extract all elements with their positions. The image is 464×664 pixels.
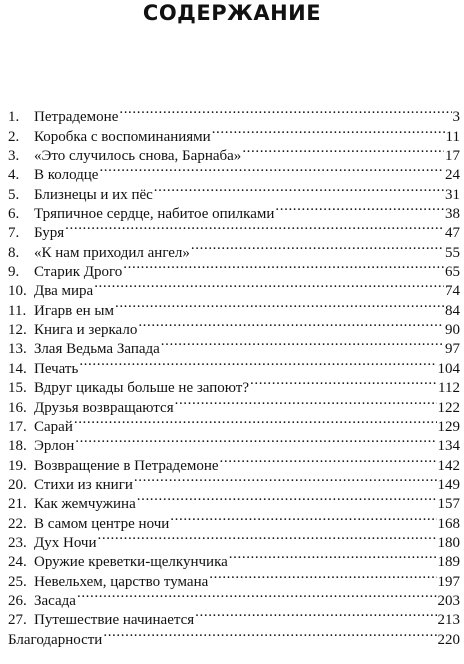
- chapter-number: 5.: [8, 186, 20, 203]
- chapter-title: Игарв ен ым: [34, 302, 114, 319]
- page-number: 47: [445, 225, 460, 242]
- dot-leader: [115, 295, 444, 314]
- chapter-title: Засада: [34, 592, 76, 609]
- page-number: 129: [437, 418, 460, 435]
- chapter-number: 8.: [8, 244, 20, 261]
- dot-leader: [74, 412, 437, 431]
- dot-leader: [65, 218, 444, 237]
- dot-leader: [170, 508, 436, 527]
- chapter-title: «К нам приходил ангел»: [34, 244, 190, 261]
- dot-leader: [161, 334, 444, 353]
- chapter-title: Друзья возвращаются: [34, 399, 174, 416]
- chapter-title: Буря: [34, 225, 65, 242]
- page-number: 157: [437, 496, 460, 513]
- dot-leader: [154, 179, 444, 198]
- chapter-number: 20.: [8, 476, 27, 493]
- page-number: 24: [445, 167, 460, 184]
- chapter-number: 4.: [8, 167, 20, 184]
- chapter-title: Невельхем, царство тумана: [34, 573, 209, 590]
- dot-leader: [99, 160, 444, 179]
- page-number: 203: [437, 592, 460, 609]
- chapter-number: 10.: [8, 283, 27, 300]
- chapter-title: Эрлон: [34, 438, 75, 455]
- chapter-number: 3.: [8, 148, 20, 165]
- toc-entry: [8, 102, 460, 126]
- dot-leader: [242, 141, 444, 160]
- chapter-number: 2.: [8, 128, 20, 145]
- dot-leader: [209, 566, 436, 585]
- dot-leader: [134, 470, 437, 489]
- chapter-number: 18.: [8, 438, 27, 455]
- chapter-title: Петрадемоне: [34, 109, 119, 126]
- page-number: 17: [445, 148, 460, 165]
- dot-leader: [98, 528, 437, 547]
- chapter-title: Оружие креветки-щелкунчика: [34, 554, 228, 571]
- chapter-number: 26.: [8, 592, 27, 609]
- chapter-title: Как жемчужина: [34, 496, 136, 513]
- dot-leader: [77, 586, 437, 605]
- dot-leader: [79, 353, 436, 372]
- dot-leader: [250, 373, 437, 392]
- chapter-title: Два мира: [34, 283, 94, 300]
- dot-leader: [175, 392, 437, 411]
- chapter-number: 15.: [8, 380, 27, 397]
- dot-leader: [229, 547, 437, 566]
- toc-entry: [8, 218, 460, 242]
- dot-leader: [119, 102, 451, 121]
- dot-leader: [75, 431, 436, 450]
- page-number: 31: [445, 186, 460, 203]
- toc-entry: [8, 450, 460, 474]
- chapter-title: В колодце: [34, 167, 99, 184]
- chapter-title: «Это случилось снова, Барнаба»: [34, 148, 242, 165]
- dot-leader: [275, 199, 444, 218]
- chapter-title: Печать: [34, 360, 79, 377]
- chapter-number: 13.: [8, 341, 27, 358]
- chapter-number: 24.: [8, 554, 27, 571]
- chapter-number: 9.: [8, 264, 20, 281]
- page-number: 220: [437, 631, 460, 648]
- chapter-number: 19.: [8, 457, 27, 474]
- dot-leader: [138, 315, 444, 334]
- chapter-number: 7.: [8, 225, 20, 242]
- chapter-number: 21.: [8, 496, 27, 513]
- page-number: 134: [437, 438, 460, 455]
- chapter-number: 14.: [8, 360, 27, 377]
- chapter-number: 1.: [8, 109, 20, 126]
- page-number: 122: [437, 399, 460, 416]
- chapter-title: Книга и зеркало: [34, 322, 138, 339]
- chapter-number: 12.: [8, 322, 27, 339]
- chapter-title: Тряпичное сердце, набитое опилками: [34, 206, 275, 223]
- page-number: 84: [445, 302, 460, 319]
- page-number: 197: [437, 573, 460, 590]
- toc-entry: [8, 237, 460, 261]
- chapter-title: Благодарности: [8, 631, 103, 648]
- toc-entry: [8, 412, 460, 435]
- chapter-title: Старик Дрого: [34, 264, 123, 281]
- chapter-title: Сарай: [34, 418, 73, 435]
- page-number: 189: [437, 554, 460, 571]
- page-number: 74: [445, 283, 460, 300]
- page-number: 11: [445, 128, 460, 145]
- chapter-number: 23.: [8, 534, 27, 551]
- page-number: 65: [445, 264, 460, 281]
- dot-leader: [94, 276, 444, 295]
- chapter-title: В самом центре ночи: [34, 515, 170, 532]
- dot-leader: [195, 605, 436, 624]
- page-number: 149: [437, 476, 460, 493]
- chapter-title: Коробка с воспоминаниями: [34, 128, 211, 145]
- chapter-number: 6.: [8, 206, 20, 223]
- page-number: 104: [437, 360, 460, 377]
- chapter-title: Возвращение в Петрадемоне: [34, 457, 219, 474]
- page-number: 38: [445, 206, 460, 223]
- dot-leader: [123, 257, 444, 276]
- chapter-title: Близнецы и их пёс: [34, 186, 153, 203]
- chapter-title: Вдруг цикады больше не запоют?: [34, 380, 249, 397]
- page-number: 168: [437, 515, 460, 532]
- chapter-title: Злая Ведьма Запада: [34, 341, 160, 358]
- page-number: 97: [445, 341, 460, 358]
- dot-leader: [137, 489, 437, 508]
- page-number: 142: [437, 457, 460, 474]
- page-number: 180: [437, 534, 460, 551]
- chapter-title: Путешествие начинается: [34, 612, 195, 629]
- dot-leader: [212, 121, 445, 140]
- chapter-number: 25.: [8, 573, 27, 590]
- table-of-contents: [8, 102, 460, 648]
- page-title: СОДЕРЖАНИЕ: [142, 1, 322, 25]
- dot-leader: [220, 450, 437, 469]
- page-number: 55: [445, 244, 460, 261]
- dot-leader: [103, 624, 436, 643]
- chapter-number: 16.: [8, 399, 27, 416]
- chapter-title: Стихи из книги: [34, 476, 133, 493]
- page-number: 112: [438, 380, 460, 397]
- toc-entry: [8, 431, 460, 455]
- page-number: 90: [445, 322, 460, 339]
- chapter-number: 22.: [8, 515, 27, 532]
- page-number: 213: [437, 612, 460, 629]
- chapter-number: 27.: [8, 612, 27, 629]
- chapter-number: 11.: [8, 302, 27, 319]
- chapter-title: Дух Ночи: [34, 534, 97, 551]
- dot-leader: [191, 237, 444, 256]
- chapter-number: 17.: [8, 418, 27, 435]
- page-number: 3: [452, 109, 460, 126]
